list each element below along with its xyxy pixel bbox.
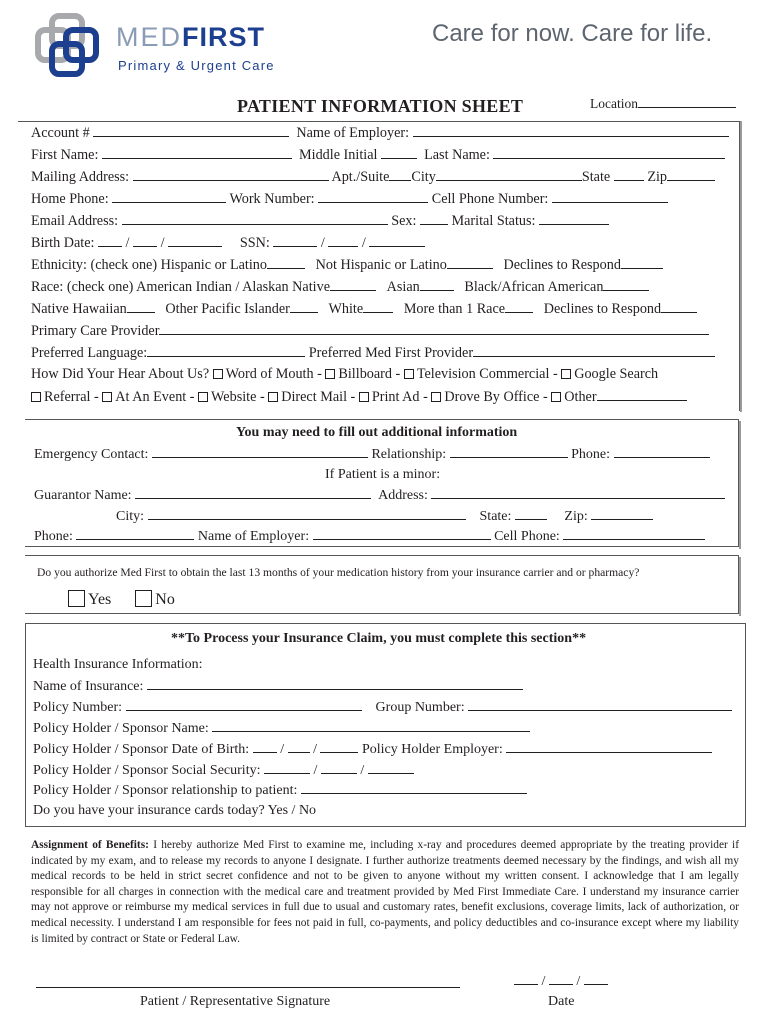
language-row: Preferred Language: Preferred Med First Provider (31, 344, 715, 362)
work-number-input[interactable] (318, 190, 428, 203)
holder-dob-row: Policy Holder / Sponsor Date of Birth: / / Policy Holder Employer: (33, 740, 712, 758)
language-input[interactable] (147, 344, 305, 357)
birth-ssn-row: Birth Date: / / SSN: / / (31, 234, 425, 252)
sign-day-input[interactable] (549, 972, 573, 985)
pacific-input[interactable] (290, 300, 318, 313)
pcp-input[interactable] (159, 322, 709, 335)
guarantor-zip-input[interactable] (591, 507, 653, 520)
white-input[interactable] (363, 300, 393, 313)
email-input[interactable] (122, 212, 388, 225)
city-input[interactable] (436, 168, 582, 181)
website-checkbox[interactable] (198, 392, 208, 402)
birth-year-input[interactable] (168, 234, 222, 247)
medication-question: Do you authorize Med First to obtain the last 13 months of your medication history from your insurance carrier and or pharmacy? (37, 566, 640, 579)
print-ad-checkbox[interactable] (359, 392, 369, 402)
yes-checkbox[interactable] (68, 590, 85, 607)
ethnicity-row: Ethnicity: (check one) Hispanic or Latino Not Hispanic or Latino Declines to Respond (31, 256, 663, 274)
hawaiian-input[interactable] (127, 300, 155, 313)
guarantor-cell-input[interactable] (563, 527, 705, 540)
race-row-2: Native Hawaiian Other Pacific Islander White More than 1 Race Declines to Respond (31, 300, 697, 318)
more-race-input[interactable] (505, 300, 533, 313)
holder-dob-year-input[interactable] (320, 740, 358, 753)
email-row: Email Address: Sex: Marital Status: (31, 212, 609, 230)
guarantor-phone-input[interactable] (76, 527, 194, 540)
marital-input[interactable] (539, 212, 609, 225)
health-info-label: Health Insurance Information: (33, 657, 203, 672)
medication-section-shadow (739, 557, 741, 616)
referral-checkbox[interactable] (31, 392, 41, 402)
google-checkbox[interactable] (561, 369, 571, 379)
emergency-phone-input[interactable] (614, 445, 710, 458)
apt-input[interactable] (389, 168, 411, 181)
not-hispanic-input[interactable] (447, 256, 493, 269)
middle-initial-input[interactable] (381, 146, 417, 159)
black-input[interactable] (603, 278, 649, 291)
holder-dob-month-input[interactable] (253, 740, 277, 753)
holder-name-input[interactable] (212, 719, 530, 732)
first-name-input[interactable] (102, 146, 292, 159)
medication-answer-row: Yes No (68, 590, 175, 610)
pcp-row: Primary Care Provider (31, 322, 709, 340)
ssn-part3-input[interactable] (369, 234, 425, 247)
address-row: Mailing Address: Apt./Suite City State Zip (31, 168, 715, 186)
other-input[interactable] (597, 388, 687, 401)
insurance-name-input[interactable] (147, 677, 523, 690)
date-field[interactable]: / / (514, 972, 608, 990)
holder-name-row: Policy Holder / Sponsor Name: (33, 719, 530, 737)
ethnicity-declines-input[interactable] (621, 256, 663, 269)
hear-about-row-2: Referral - At An Event - Website - Direct Mail - Print Ad - Drove By Office - Other (31, 388, 687, 406)
guarantor-employer-input[interactable] (313, 527, 491, 540)
hear-about-row: How Did Your Hear About Us? Word of Mouth - Billboard - Television Commercial - Google Search (31, 366, 659, 382)
insurance-name-row: Name of Insurance: (33, 677, 523, 695)
employer-input[interactable] (413, 124, 729, 137)
asian-input[interactable] (420, 278, 454, 291)
sex-input[interactable] (420, 212, 448, 225)
state-input[interactable] (614, 168, 644, 181)
additional-heading: You may need to fill out additional information (236, 425, 518, 440)
holder-dob-day-input[interactable] (288, 740, 310, 753)
birth-day-input[interactable] (133, 234, 157, 247)
guarantor-input[interactable] (135, 486, 371, 499)
insurance-heading: **To Process your Insurance Claim, you must complete this section** (171, 631, 587, 646)
assignment-of-benefits: Assignment of Benefits: I hereby authorize Med First to examine me, including x-ray and procedures deemed appropriate by the treating provider if indicated by my exam, and to release my records to anyone I designate. I further authorize treatments deemed necessary by the findings, and wish all my medical records to be held in strict secret confidence and not to be given to anyone without my written consent. I acknowledge that I am legally responsible for all charges in connection with the medical care and treatment provided by Med First Immediate Care. I understand my insurance carrier may not approve or reimburse my medical services in full due to usual and customary rates, benefit exclusions, coverage limits, lack of authorization, or medical necessity. I understand I am responsible for fees not paid in full, co-payments, and policy deductibles and co-insurance except where my liability is limited by contract or State or Federal Law. (31, 839, 739, 945)
holder-rel-row: Policy Holder / Sponsor relationship to patient: (33, 781, 527, 799)
last-name-input[interactable] (493, 146, 725, 159)
emergency-input[interactable] (152, 445, 368, 458)
date-label: Date (548, 994, 575, 1009)
mailing-input[interactable] (133, 168, 329, 181)
holder-rel-input[interactable] (301, 781, 527, 794)
american-indian-input[interactable] (330, 278, 376, 291)
patient-section-shadow (740, 121, 742, 412)
hispanic-input[interactable] (267, 256, 305, 269)
guarantor-address-input[interactable] (431, 486, 725, 499)
location-field[interactable]: Location (590, 95, 736, 112)
name-row: First Name: Middle Initial Last Name: (31, 146, 725, 164)
birth-month-input[interactable] (98, 234, 122, 247)
holder-ss-part3-input[interactable] (368, 761, 414, 774)
tv-checkbox[interactable] (404, 369, 414, 379)
home-phone-input[interactable] (112, 190, 226, 203)
account-row: Account # Name of Employer: (31, 124, 729, 142)
guarantor-city-row: City: State: Zip: (116, 507, 653, 525)
event-checkbox[interactable] (102, 392, 112, 402)
word-of-mouth-checkbox[interactable] (213, 369, 223, 379)
divider (18, 121, 740, 122)
holder-ss-part1-input[interactable] (264, 761, 310, 774)
holder-ss-part2-input[interactable] (321, 761, 357, 774)
race-declines-input[interactable] (661, 300, 697, 313)
policy-number-input[interactable] (126, 698, 362, 711)
cell-phone-input[interactable] (552, 190, 668, 203)
tagline: Care for now. Care for life. (432, 20, 713, 47)
other-checkbox[interactable] (551, 392, 561, 402)
guarantor-phone-row: Phone: Name of Employer: Cell Phone: (34, 527, 705, 545)
additional-section-shadow (739, 421, 741, 549)
guarantor-row: Guarantor Name: Address: (34, 486, 725, 504)
signature-label: Patient / Representative Signature (140, 994, 331, 1009)
sign-year-input[interactable] (584, 972, 608, 985)
billboard-checkbox[interactable] (325, 369, 335, 379)
medfirst-logo-icon (34, 12, 100, 78)
ssn-part1-input[interactable] (273, 234, 317, 247)
holder-ss-row: Policy Holder / Sponsor Social Security: / / (33, 761, 414, 779)
brand-subtitle: Primary & Urgent Care (118, 58, 275, 73)
insurance-cards-question: Do you have your insurance cards today? Yes / No (33, 803, 317, 818)
guarantor-city-input[interactable] (148, 507, 466, 520)
emergency-row: Emergency Contact: Relationship: Phone: (34, 445, 710, 463)
sign-month-input[interactable] (514, 972, 538, 985)
holder-employer-input[interactable] (506, 740, 712, 753)
ssn-part2-input[interactable] (328, 234, 358, 247)
policy-row: Policy Number: Group Number: (33, 698, 732, 716)
no-checkbox[interactable] (135, 590, 152, 607)
signature-line[interactable] (36, 987, 460, 988)
zip-input[interactable] (667, 168, 715, 181)
direct-mail-checkbox[interactable] (268, 392, 278, 402)
account-input[interactable] (93, 124, 289, 137)
minor-label: If Patient is a minor: (325, 467, 441, 482)
drove-by-checkbox[interactable] (431, 392, 441, 402)
race-row: Race: (check one) American Indian / Alaskan Native Asian Black/African American (31, 278, 649, 296)
brand-name: MEDFIRST (116, 22, 265, 52)
guarantor-state-input[interactable] (515, 507, 547, 520)
group-number-input[interactable] (468, 698, 732, 711)
phone-row: Home Phone: Work Number: Cell Phone Number: (31, 190, 668, 208)
relationship-input[interactable] (450, 445, 568, 458)
pref-provider-input[interactable] (473, 344, 715, 357)
page-title: PATIENT INFORMATION SHEET (237, 96, 524, 116)
